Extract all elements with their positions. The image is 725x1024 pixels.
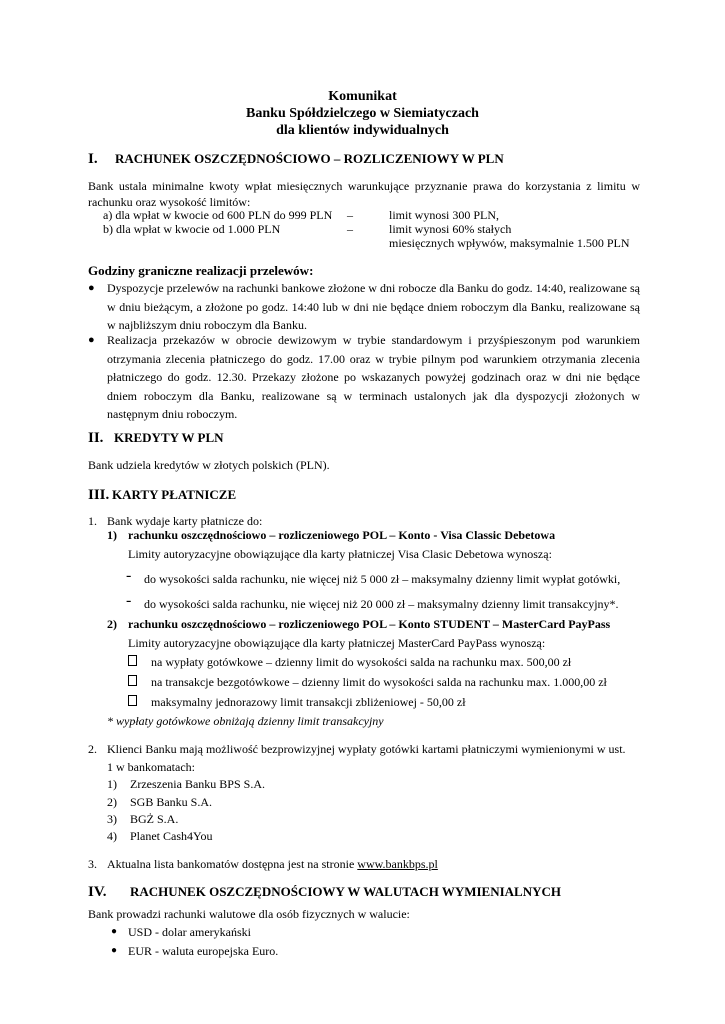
doc-title: Komunikat	[328, 89, 397, 104]
limit-row-b-label: b) dla wpłat w kwocie od 1.000 PLN	[103, 222, 281, 236]
atm-number: 1)	[107, 777, 117, 791]
card-2-limit-3: maksymalny jednorazowy limit transakcji zbliżeniowej - 50,00 zł	[151, 695, 466, 709]
currency-item: USD - dolar amerykański	[128, 925, 251, 939]
limit-row-b-value-cont: miesięcznych wpływów, maksymalnie 1.500 PLN	[389, 236, 630, 250]
section-1-title: RACHUNEK OSZCZĘDNOŚCIOWO – ROZLICZENIOWY W PLN	[115, 151, 504, 166]
footnote: * wypłaty gotówkowe obniżają dzienny limit transakcyjny	[107, 714, 384, 728]
item-3-line	[107, 857, 438, 871]
atm-name: BGŻ S.A.	[130, 812, 179, 826]
bankbps-link[interactable]: www.bankbps.pl	[357, 857, 438, 871]
atm-number: 3)	[107, 812, 117, 826]
currency-item: EUR - waluta europejska Euro.	[128, 944, 279, 958]
section-4-title: RACHUNEK OSZCZĘDNOŚCIOWY W WALUTACH WYMIENIALNYCH	[130, 884, 561, 899]
card-2-limit-1: na wypłaty gotówkowe – dzienny limit do wysokości salda na rachunku max. 500,00 zł	[151, 655, 572, 669]
section-1-heading	[88, 151, 504, 167]
checkbox-icon	[128, 655, 137, 669]
section-1-intro: Bank ustala minimalne kwoty wpłat miesięcznych warunkujące przyznanie prawa do korzystania z limitu w rachunku oraz wysokość limitów:	[88, 179, 640, 209]
checkbox-icon	[128, 695, 137, 709]
atm-name: Planet Cash4You	[130, 829, 213, 843]
bullet-dot: ●	[111, 945, 118, 956]
item-1-text: Bank wydaje karty płatnicze do:	[107, 514, 263, 528]
item-2-number: 2.	[88, 742, 97, 756]
limit-row-a-dash: –	[347, 208, 353, 222]
item-2-text-line2: 1 w bankomatach:	[107, 760, 195, 774]
item-3-text: Aktualna lista bankomatów dostępna jest na stronie	[107, 857, 358, 871]
dash-marker: -	[126, 592, 132, 609]
doc-subtitle-bank: Banku Spółdzielczego w Siemiatyczach	[246, 106, 479, 121]
card-1-number: 1)	[107, 528, 117, 542]
bullet-dot: ●	[88, 334, 95, 346]
card-1-limits-intro: Limity autoryzacyjne obowiązujące dla karty płatniczej Visa Clasic Debetowa wynoszą:	[128, 547, 552, 561]
section-2-heading	[88, 430, 224, 446]
section-3-number: III.	[88, 487, 110, 503]
cutoff-bullet-2: Realizacja przekazów w obrocie dewizowym w trybie standardowym i przyśpieszonym pod warunkiem otrzymania zlecenia płatniczego do godz. 17.00 oraz w trybie pilnym pod warunkiem otrzymania zlecenia płatniczego do godz. 12.30. Przekazy złożone po wskazanych powyżej godzinach oraz w dni nie będące dniem roboczym dla Banku, realizowane są w terminach ustalonych jak dla dyspozycji złożonych w następnym dniu roboczym.	[107, 333, 640, 421]
limit-row-b-value: limit wynosi 60% stałych	[389, 222, 512, 236]
limit-row-b-dash: –	[347, 222, 353, 236]
card-2-limit-2: na transakcje bezgotówkowe – dzienny limit do wysokości salda na rachunku max. 1.000,00 zł	[151, 675, 607, 689]
doc-subtitle-audience: dla klientów indywidualnych	[276, 123, 449, 138]
item-3-number: 3.	[88, 857, 97, 871]
atm-number: 4)	[107, 829, 117, 843]
cutoff-times-heading: Godziny graniczne realizacji przelewów:	[88, 263, 314, 278]
card-1-limit-1: do wysokości salda rachunku, nie więcej niż 5 000 zł – maksymalny dzienny limit wypłat gotówki,	[144, 572, 621, 586]
section-2-number: II.	[88, 430, 104, 446]
section-3-heading	[88, 487, 236, 503]
section-2-text: Bank udziela kredytów w złotych polskich (PLN).	[88, 458, 330, 472]
card-2-limits-intro: Limity autoryzacyjne obowiązujące dla karty płatniczej MasterCard PayPass wynoszą:	[128, 636, 546, 650]
limit-row-a-value: limit wynosi 300 PLN,	[389, 208, 500, 222]
limit-row-a-label: a) dla wpłat w kwocie od 600 PLN do 999 PLN	[103, 208, 333, 222]
atm-number: 2)	[107, 795, 117, 809]
section-1-number: I.	[88, 151, 98, 167]
checkbox-icon	[128, 675, 137, 689]
section-4-intro: Bank prowadzi rachunki walutowe dla osób fizycznych w walucie:	[88, 907, 410, 921]
section-4-number: IV.	[88, 884, 107, 900]
dash-marker: -	[126, 567, 132, 584]
cutoff-bullet-1: Dyspozycje przelewów na rachunki bankowe złożone w dni robocze dla Banku do godz. 14:40, realizowane są w dniu bieżącym, a złożone po godz. 14:40 lub w dni nie będące dniem roboczym dla Banku, realizowane są w najbliższym dniu roboczym dla Banku.	[107, 281, 640, 332]
atm-name: SGB Banku S.A.	[130, 795, 213, 809]
section-4-heading	[88, 884, 561, 900]
section-2-title: KREDYTY W PLN	[114, 430, 224, 445]
card-1-title: rachunku oszczędnościowo – rozliczeniowego POL – Konto - Visa Classic Debetowa	[128, 528, 556, 542]
bullet-dot: ●	[111, 926, 118, 937]
item-2-text-line1: Klienci Banku mają możliwość bezprowizyjnej wypłaty gotówki kartami płatniczymi wymienionymi w ust.	[107, 742, 626, 756]
bullet-dot: ●	[88, 282, 95, 294]
atm-name: Zrzeszenia Banku BPS S.A.	[130, 777, 265, 791]
item-1-number: 1.	[88, 514, 97, 528]
card-2-number: 2)	[107, 617, 117, 631]
section-3-title: KARTY PŁATNICZE	[112, 487, 237, 502]
card-2-title: rachunku oszczędnościowo – rozliczeniowego POL – Konto STUDENT – MasterCard PayPass	[128, 617, 611, 631]
card-1-limit-2: do wysokości salda rachunku, nie więcej niż 20 000 zł – maksymalny dzienny limit transakcyjny*.	[144, 597, 619, 611]
